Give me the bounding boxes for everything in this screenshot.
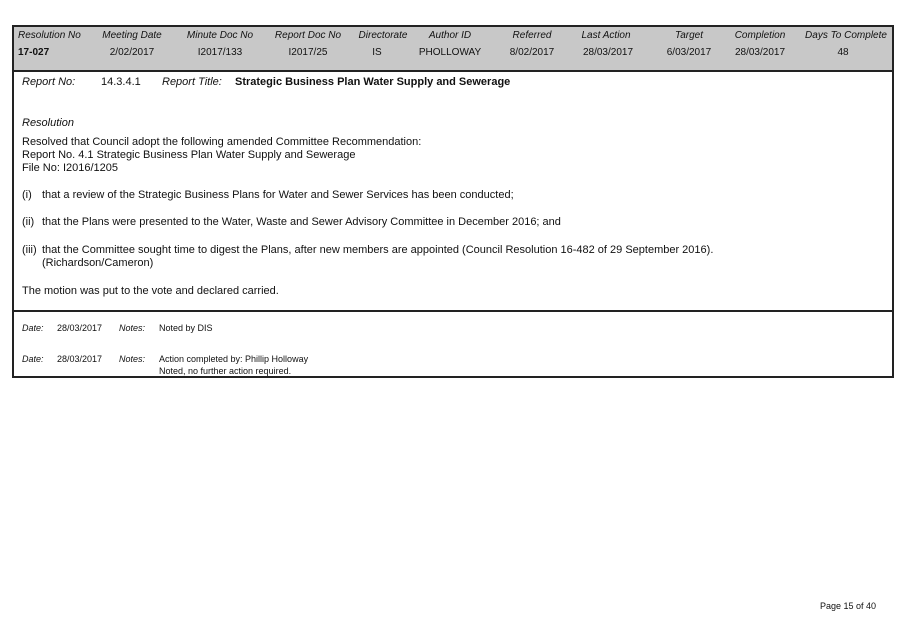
resolution-item-text: that a review of the Strategic Business Plans for Water and Sewer Services has been conducted; [42,189,514,201]
header-value-resolution-no: 17-027 [18,47,50,58]
resolution-file-no: File No: I2016/1205 [22,162,119,174]
header-label-last-action: Last Action [581,30,631,41]
resolution-intro: Resolved that Council adopt the following amended Committee Recommendation: [22,136,422,148]
resolution-outcome: The motion was put to the vote and declared carried. [22,285,279,297]
header-label-referred: Referred [512,30,552,41]
header-label-minute-doc-no: Minute Doc No [186,30,254,41]
resolution-item-text: that the Committee sought time to digest the Plans, after new members are appointed (Council Resolution 16-482 of 29 September 2016). [42,244,714,256]
header-value-minute-doc-no: I2017/133 [197,47,243,58]
header-label-completion: Completion [734,30,786,41]
note-text: Noted by DIS [159,323,213,333]
note-date: 28/03/2017 [57,354,103,364]
note-text: Action completed by: Phillip Holloway [159,354,309,364]
report-title-label: Report Title: [162,76,222,88]
page-number: Page 15 of 40 [820,601,877,611]
report-no-label: Report No: [22,76,76,88]
header-value-directorate: IS [372,47,382,58]
resolution-item-num: (iii) [22,244,37,256]
header-value-last-action: 28/03/2017 [582,47,634,58]
note-text: Noted, no further action required. [159,366,292,376]
note-notes-label: Notes: [119,354,146,364]
header-label-target: Target [675,30,703,41]
note-date-label: Date: [22,354,44,364]
report-section [14,70,892,312]
action-notes [14,314,892,376]
note-date-label: Date: [22,323,44,333]
resolution-report-ref: Report No. 4.1 Strategic Business Plan Water Supply and Sewerage [22,149,356,161]
resolution-record [12,25,894,378]
header-value-target: 6/03/2017 [666,47,712,58]
header-label-resolution-no: Resolution No [18,30,81,41]
header-label-directorate: Directorate [358,30,408,41]
resolution-heading: Resolution [22,117,74,129]
header-label-report-doc-no: Report Doc No [274,30,342,41]
resolution-item-text: that the Plans were presented to the Water, Waste and Sewer Advisory Committee in December 2016; and [42,216,561,228]
header-label-days-to-complete: Days To Complete [805,30,887,41]
record-header [14,27,892,72]
note-date: 28/03/2017 [57,323,103,333]
header-value-meeting-date: 2/02/2017 [109,47,155,58]
header-value-referred: 8/02/2017 [509,47,555,58]
header-value-report-doc-no: I2017/25 [288,47,328,58]
header-label-meeting-date: Meeting Date [102,30,162,41]
resolution-item-num: (i) [22,189,32,201]
report-title-value: Strategic Business Plan Water Supply and Sewerage [235,76,511,88]
report-no-value: 14.3.4.1 [101,76,141,88]
header-value-completion: 28/03/2017 [734,47,786,58]
resolution-item-num: (ii) [22,216,35,228]
header-value-author-id: PHOLLOWAY [418,47,482,58]
header-value-days-to-complete: 48 [837,47,849,58]
note-notes-label: Notes: [119,323,146,333]
resolution-movers: (Richardson/Cameron) [42,257,154,269]
header-label-author-id: Author ID [428,30,472,41]
